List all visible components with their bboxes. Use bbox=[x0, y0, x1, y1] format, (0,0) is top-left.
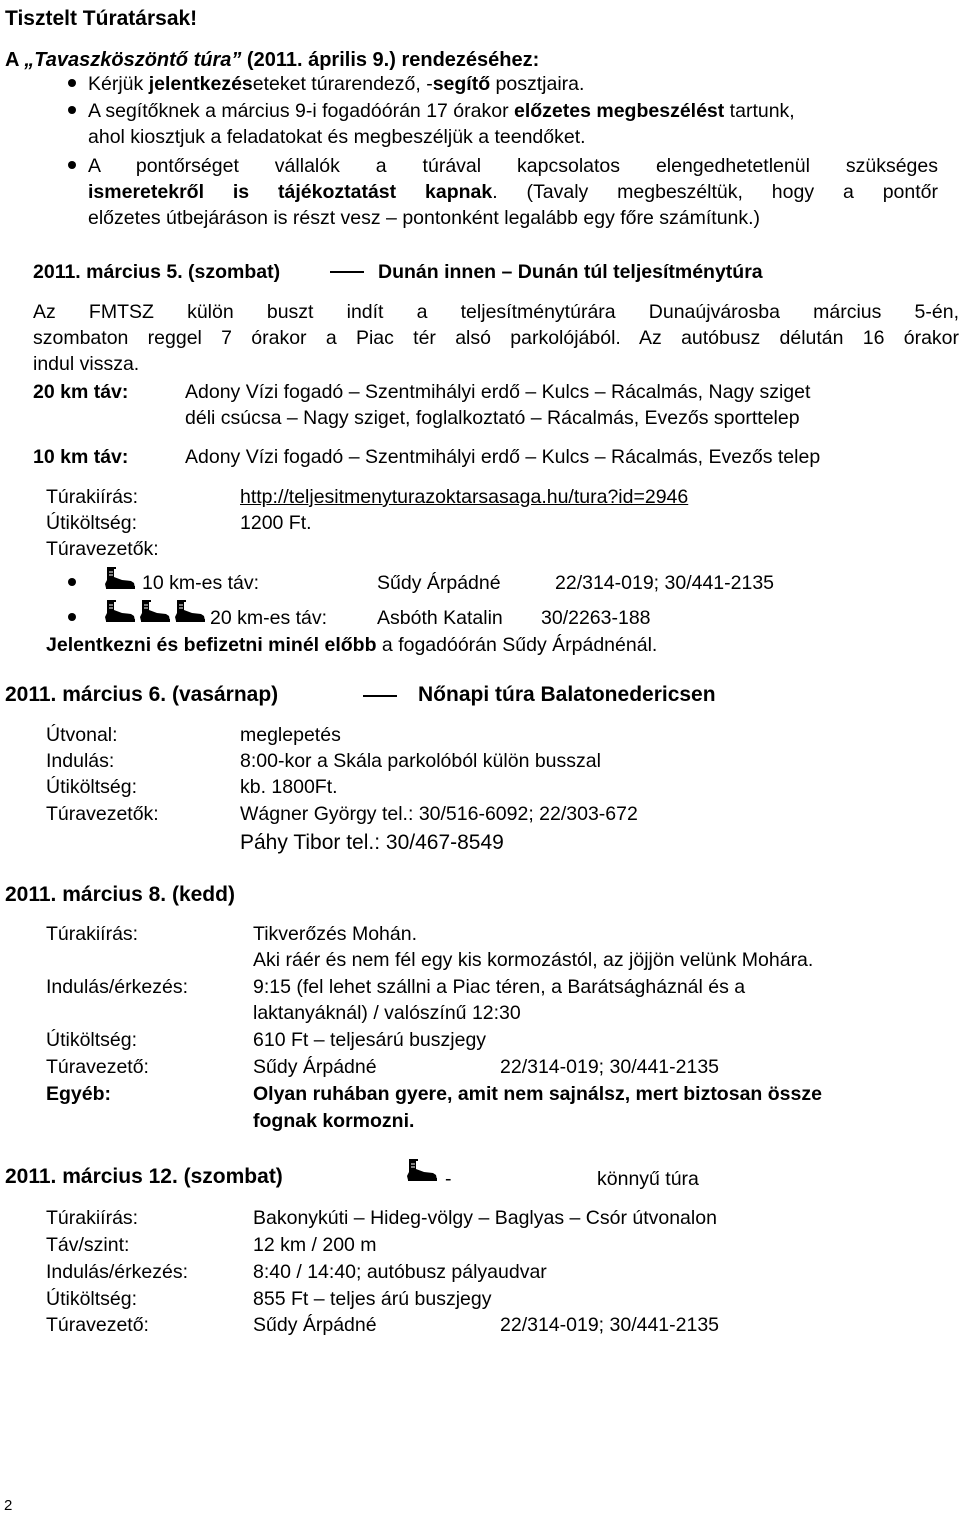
event1-kiiras-link[interactable]: http://teljesitmenyturazoktarsasaga.hu/tura?id=2946 bbox=[240, 486, 689, 508]
event1-signup bbox=[46, 632, 657, 658]
event1-description bbox=[33, 299, 959, 377]
boot-icon bbox=[103, 599, 137, 623]
bullet-dot bbox=[68, 161, 76, 169]
boot-icon bbox=[173, 599, 207, 623]
bullet1-text-a: Kérjük bbox=[88, 73, 149, 95]
event4-depart: 8:40 / 14:40; autóbusz pályaudvar bbox=[253, 1261, 547, 1283]
leader1-phone: 22/314-019; 30/441-2135 bbox=[555, 572, 775, 594]
bullet-item-3 bbox=[88, 153, 938, 231]
event1-cost-label: Útiköltség: bbox=[46, 512, 138, 534]
event1-date: 2011. március 5. (szombat) bbox=[33, 261, 281, 283]
bullet3-l2b: . (Tavaly megbeszéltük, hogy a pontőr bbox=[492, 181, 938, 203]
bullet2-l1c: tartunk, bbox=[724, 100, 795, 122]
event1-leaders-label: Túravezetők: bbox=[46, 538, 159, 560]
bullet1-text-d: segítő bbox=[432, 73, 491, 95]
leader2-distance: 20 km-es táv: bbox=[210, 607, 328, 629]
event2-route: meglepetés bbox=[240, 724, 341, 746]
event3-leader-name: Sűdy Árpádné bbox=[253, 1056, 377, 1078]
bullet-dot bbox=[68, 79, 76, 87]
intro-suffix: (2011. április 9.) rendezéséhez: bbox=[241, 49, 540, 71]
event3-cost: 610 Ft – teljesárú buszjegy bbox=[253, 1029, 487, 1051]
signup-rest: a fogadóórán Sűdy Árpádnénál. bbox=[376, 634, 658, 656]
event2-leader2: Páhy Tibor tel.: 30/467-8549 bbox=[240, 831, 504, 854]
leader1-name: Sűdy Árpádné bbox=[377, 572, 501, 594]
event1-10km-label: 10 km táv: bbox=[33, 446, 129, 468]
event2-leader1: Wágner György tel.: 30/516-6092; 22/303-672 bbox=[240, 803, 638, 825]
bullet-dot bbox=[68, 613, 76, 621]
bullet2-line1 bbox=[88, 98, 938, 124]
bullet3-line1: A pontőrséget vállalók a túrával kapcsolatos elengedhetetlenül szükséges bbox=[88, 155, 938, 177]
event2-route-label: Útvonal: bbox=[46, 724, 118, 746]
event2-cost: kb. 1800Ft. bbox=[240, 776, 338, 798]
event4-cost: 855 Ft – teljes árú buszjegy bbox=[253, 1288, 492, 1310]
event4-dist: 12 km / 200 m bbox=[253, 1234, 377, 1256]
bullet-item-2 bbox=[88, 98, 938, 150]
event2-start: 8:00-kor a Skála parkolóból külön busszal bbox=[240, 750, 601, 772]
event1-20km-route-line2: déli csúcsa – Nagy sziget, foglalkoztató – Rácalmás, Evezős sporttelep bbox=[185, 407, 800, 429]
bullet2-l1a: A segítőknek a március 9-i fogadóórán 17 órakor bbox=[88, 100, 514, 122]
event3-other-label: Egyéb: bbox=[46, 1083, 112, 1105]
signup-bold: Jelentkezni és befizetni minél előbb bbox=[46, 634, 377, 656]
event1-kiiras-label: Túrakiírás: bbox=[46, 486, 139, 508]
event3-date: 2011. március 8. (kedd) bbox=[5, 883, 235, 906]
event4-kiiras: Bakonykúti – Hideg-völgy – Baglyas – Csór útvonalon bbox=[253, 1207, 717, 1229]
page-number: 2 bbox=[4, 1497, 13, 1514]
event2-cost-label: Útiköltség: bbox=[46, 776, 138, 798]
event2-leaders-label: Túravezetők: bbox=[46, 803, 159, 825]
bullet2-line2: ahol kiosztjuk a feladatokat és megbeszéljük a teendőket. bbox=[88, 126, 586, 148]
event4-dash: - bbox=[445, 1168, 452, 1190]
event4-depart-label: Indulás/érkezés: bbox=[46, 1261, 188, 1283]
bullet-dot bbox=[68, 106, 76, 114]
leader1-distance: 10 km-es táv: bbox=[142, 572, 260, 594]
event3-kiiras-line1: Tikverőzés Mohán. bbox=[253, 923, 418, 945]
boot-icon bbox=[405, 1158, 439, 1182]
boot-icon bbox=[138, 599, 172, 623]
bullet1-text-e: posztjaira. bbox=[490, 73, 585, 95]
event1-20km-label: 20 km táv: bbox=[33, 381, 129, 403]
event2-title: Nőnapi túra Balatonedericsen bbox=[418, 683, 716, 706]
intro-line bbox=[5, 47, 539, 73]
event4-difficulty: könnyű túra bbox=[597, 1168, 699, 1190]
event4-leader-label: Túravezető: bbox=[46, 1314, 149, 1336]
bullet-item-1 bbox=[88, 71, 584, 97]
event2-date: 2011. március 6. (vasárnap) bbox=[5, 683, 279, 706]
event4-kiiras-label: Túrakiírás: bbox=[46, 1207, 139, 1229]
bullet3-line3: előzetes útbejáráson is részt vesz – pontonként legalább egy főre számítunk.) bbox=[88, 207, 761, 229]
event4-date: 2011. március 12. (szombat) bbox=[5, 1165, 283, 1188]
bullet1-text-c: eteket túrarendező, - bbox=[252, 73, 433, 95]
event1-desc-line1: Az FMTSZ külön buszt indít a teljesítménytúrára Dunaújvárosba március 5-én, bbox=[33, 301, 959, 323]
event1-10km-route: Adony Vízi fogadó – Szentmihályi erdő – Kulcs – Rácalmás, Evezős telep bbox=[185, 446, 821, 468]
leader2-name: Asbóth Katalin bbox=[377, 607, 503, 629]
event3-other-line2: fognak kormozni. bbox=[253, 1110, 415, 1132]
event3-depart-label: Indulás/érkezés: bbox=[46, 976, 188, 998]
event2-start-label: Indulás: bbox=[46, 750, 115, 772]
event3-depart-line2: laktanyáknál) / valószínű 12:30 bbox=[253, 1002, 521, 1024]
event3-other-line1: Olyan ruhában gyere, amit nem sajnálsz, mert biztosan össze bbox=[253, 1083, 822, 1105]
event3-leader-label: Túravezető: bbox=[46, 1056, 149, 1078]
greeting: Tisztelt Túratársak! bbox=[5, 7, 198, 30]
event3-kiiras-line2: Aki ráér és nem fél egy kis kormozástól, az jöjjön velünk Mohára. bbox=[253, 949, 814, 971]
bullet3-l2a: ismeretekről is tájékoztatást kapnak bbox=[88, 181, 493, 203]
event4-leader-name: Sűdy Árpádné bbox=[253, 1314, 377, 1336]
intro-prefix: A bbox=[5, 49, 25, 71]
event3-cost-label: Útiköltség: bbox=[46, 1029, 138, 1051]
bullet1-text-b: jelentkezés bbox=[148, 73, 253, 95]
event1-title: Dunán innen – Dunán túl teljesítménytúra bbox=[378, 261, 763, 283]
event1-cost: 1200 Ft. bbox=[240, 512, 312, 534]
event4-leader-phone: 22/314-019; 30/441-2135 bbox=[500, 1314, 720, 1336]
intro-tour-name: „Tavaszköszöntő túra” bbox=[24, 49, 242, 71]
event1-desc-line3: indul vissza. bbox=[33, 353, 140, 375]
bullet2-l1b: előzetes megbeszélést bbox=[514, 100, 725, 122]
event3-leader-phone: 22/314-019; 30/441-2135 bbox=[500, 1056, 720, 1078]
event4-dist-label: Táv/szint: bbox=[46, 1234, 130, 1256]
event1-desc-line2: szombaton reggel 7 órakor a Piac tér alsó parkolójából. Az autóbusz délután 16 órakor bbox=[33, 327, 959, 349]
event4-cost-label: Útiköltség: bbox=[46, 1288, 138, 1310]
event3-depart-line1: 9:15 (fel lehet szállni a Piac téren, a Barátságháznál és a bbox=[253, 976, 746, 998]
event1-20km-route-line1: Adony Vízi fogadó – Szentmihályi erdő – Kulcs – Rácalmás, Nagy sziget bbox=[185, 381, 811, 403]
bullet-dot bbox=[68, 578, 76, 586]
leader2-phone: 30/2263-188 bbox=[541, 607, 651, 629]
bullet3-line2 bbox=[88, 179, 938, 205]
boot-icon bbox=[103, 566, 137, 590]
event3-kiiras-label: Túrakiírás: bbox=[46, 923, 139, 945]
dash-decoration bbox=[363, 695, 397, 697]
dash-decoration bbox=[330, 271, 364, 273]
